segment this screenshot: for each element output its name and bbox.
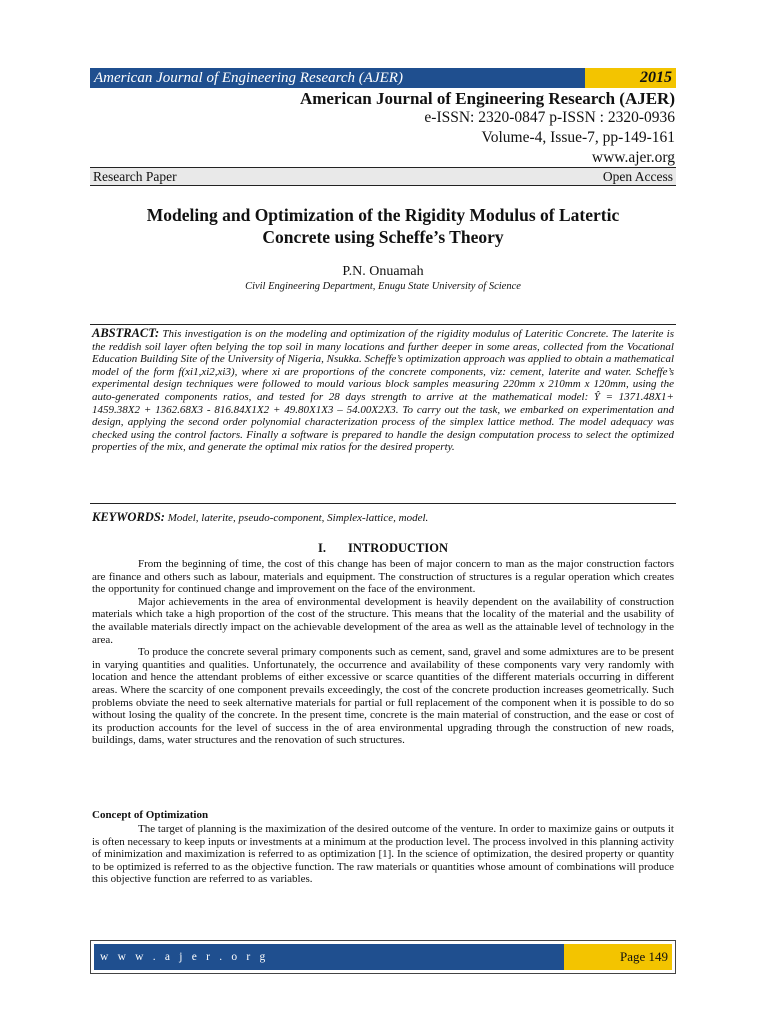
- journal-issn: e-ISSN: 2320-0847 p-ISSN : 2320-0936: [424, 109, 675, 126]
- paper-title: [90, 204, 676, 248]
- title-line-2: Concrete using Scheffe’s Theory: [262, 227, 504, 247]
- keywords-text: Model, laterite, pseudo-component, Simplex-lattice, model.: [167, 512, 429, 524]
- abstract-text: This investigation is on the modeling and optimization of the rigidity modulus of Lateritic Concrete. The laterite is the reddish soil layer often belying the top soil in many locations and further deeper in some areas, collected from the Vocational Education Building Site of the University of Nigeria, Nsukka. Scheffe’s optimization approach was applied to obtain a mathematical model of the form f(xi1,xi2,xi3), where xi are proportions of the concrete components, viz: cement, laterite and water. Scheffe’s experimental design techniques were followed to mould various block samples measuring 220mm x 210mm x 120mm, using the auto-generated components ratios, and tested for 28 days strength to arrive at the mathematical model: Ŷ = 1371.48X1+ 1459.38X2 + 1362.68X3 - 816.84X1X2 + 49.80X1X3 – 54.00X2X3. To carry out the task, we embarked on experimentation and design, applying the second order polynomial characterization process of the simplex lattice method. The model adequacy was checked using the control factors. Finally a software is prepared to handle the design computation process to select the optimized properties of the mix, and generate the optimal mix ratios for the desired property.: [92, 328, 674, 454]
- page-footer: [90, 940, 676, 974]
- paragraph: Major achievements in the area of environmental development is heavily dependent on the availability of construction materials which take a high proportion of the cost of the structure. This means that the locality of the material and the usability of the available materials directly impact on the achievable development of the area as well as the attainable level of technology in the area.: [92, 595, 674, 646]
- paper-type-bar: [90, 168, 676, 185]
- journal-header-band: [90, 68, 676, 88]
- journal-volume: Volume-4, Issue-7, pp-149-161: [481, 129, 675, 146]
- introduction-body: [92, 558, 674, 747]
- abstract-label: ABSTRACT:: [92, 326, 160, 340]
- section-heading-introduction: [90, 541, 676, 556]
- section-number: I.: [317, 541, 326, 555]
- footer-website-link[interactable]: w w w . a j e r . o r g: [94, 944, 564, 970]
- optimization-body: [92, 823, 674, 886]
- keywords-label: KEYWORDS:: [92, 510, 165, 524]
- title-line-1: Modeling and Optimization of the Rigidity Modulus of Latertic: [146, 205, 620, 225]
- author-affiliation: Civil Engineering Department, Enugu State University of Science: [245, 281, 521, 292]
- paper-type: Research Paper: [93, 169, 177, 184]
- paragraph: The target of planning is the maximization of the desired outcome of the venture. In order to maximize gains or outputs it is often necessary to keep inputs or investments at a minimum at the production level. The process involved in this planning activity of minimization and maximization is referred to as optimization [1]. In the science of optimization, the desired property or quantity to be optimized is referred to as the objective function. The raw materials or quantities whose amount of combinations will produce this objective function are referred to as variables.: [92, 823, 674, 886]
- journal-website-link[interactable]: www.ajer.org: [591, 149, 675, 166]
- access-type: Open Access: [602, 169, 673, 184]
- paragraph: From the beginning of time, the cost of this change has been of major concern to man as the major construction factors are finance and others such as labour, materials and equipment. The construction of structures is a regular operation which creates the opportunity for continued change and improvement on the face of the environment.: [92, 558, 674, 596]
- paragraph: To produce the concrete several primary components such as cement, sand, gravel and some admixtures are to be present in varying quantities and qualities. Unfortunately, the occurrence and availability of these components vary very randomly with location and hence the attendant problems of either excessive or scarce quantities of the different materials occurring in different areas. Where the scarcity of one component prevails exceedingly, the cost of the concrete production increases geometrically. Such problems obviate the need to seek alternative materials for partial or full replacement of the component when it is possible to do so without losing the quality of the concrete. In the present time, concrete is the main material of construction, and the ease or cost of its production accounts for the level of success in the of area environmental upgrading through the construction of new roads, buildings, dams, water structures and the renovation of such structures.: [92, 646, 674, 747]
- band-journal-name: American Journal of Engineering Research (AJER): [90, 68, 585, 88]
- author-name: P.N. Onuamah: [342, 264, 424, 279]
- band-year: 2015: [585, 68, 676, 88]
- subsection-heading: Concept of Optimization: [92, 809, 209, 821]
- divider: [90, 185, 676, 186]
- page-number: Page 149: [564, 944, 672, 970]
- section-title: INTRODUCTION: [347, 541, 448, 555]
- journal-name: American Journal of Engineering Research (AJER): [299, 89, 675, 108]
- abstract: [92, 327, 674, 454]
- divider: [90, 324, 676, 325]
- keywords: [92, 510, 674, 525]
- divider: [90, 503, 676, 504]
